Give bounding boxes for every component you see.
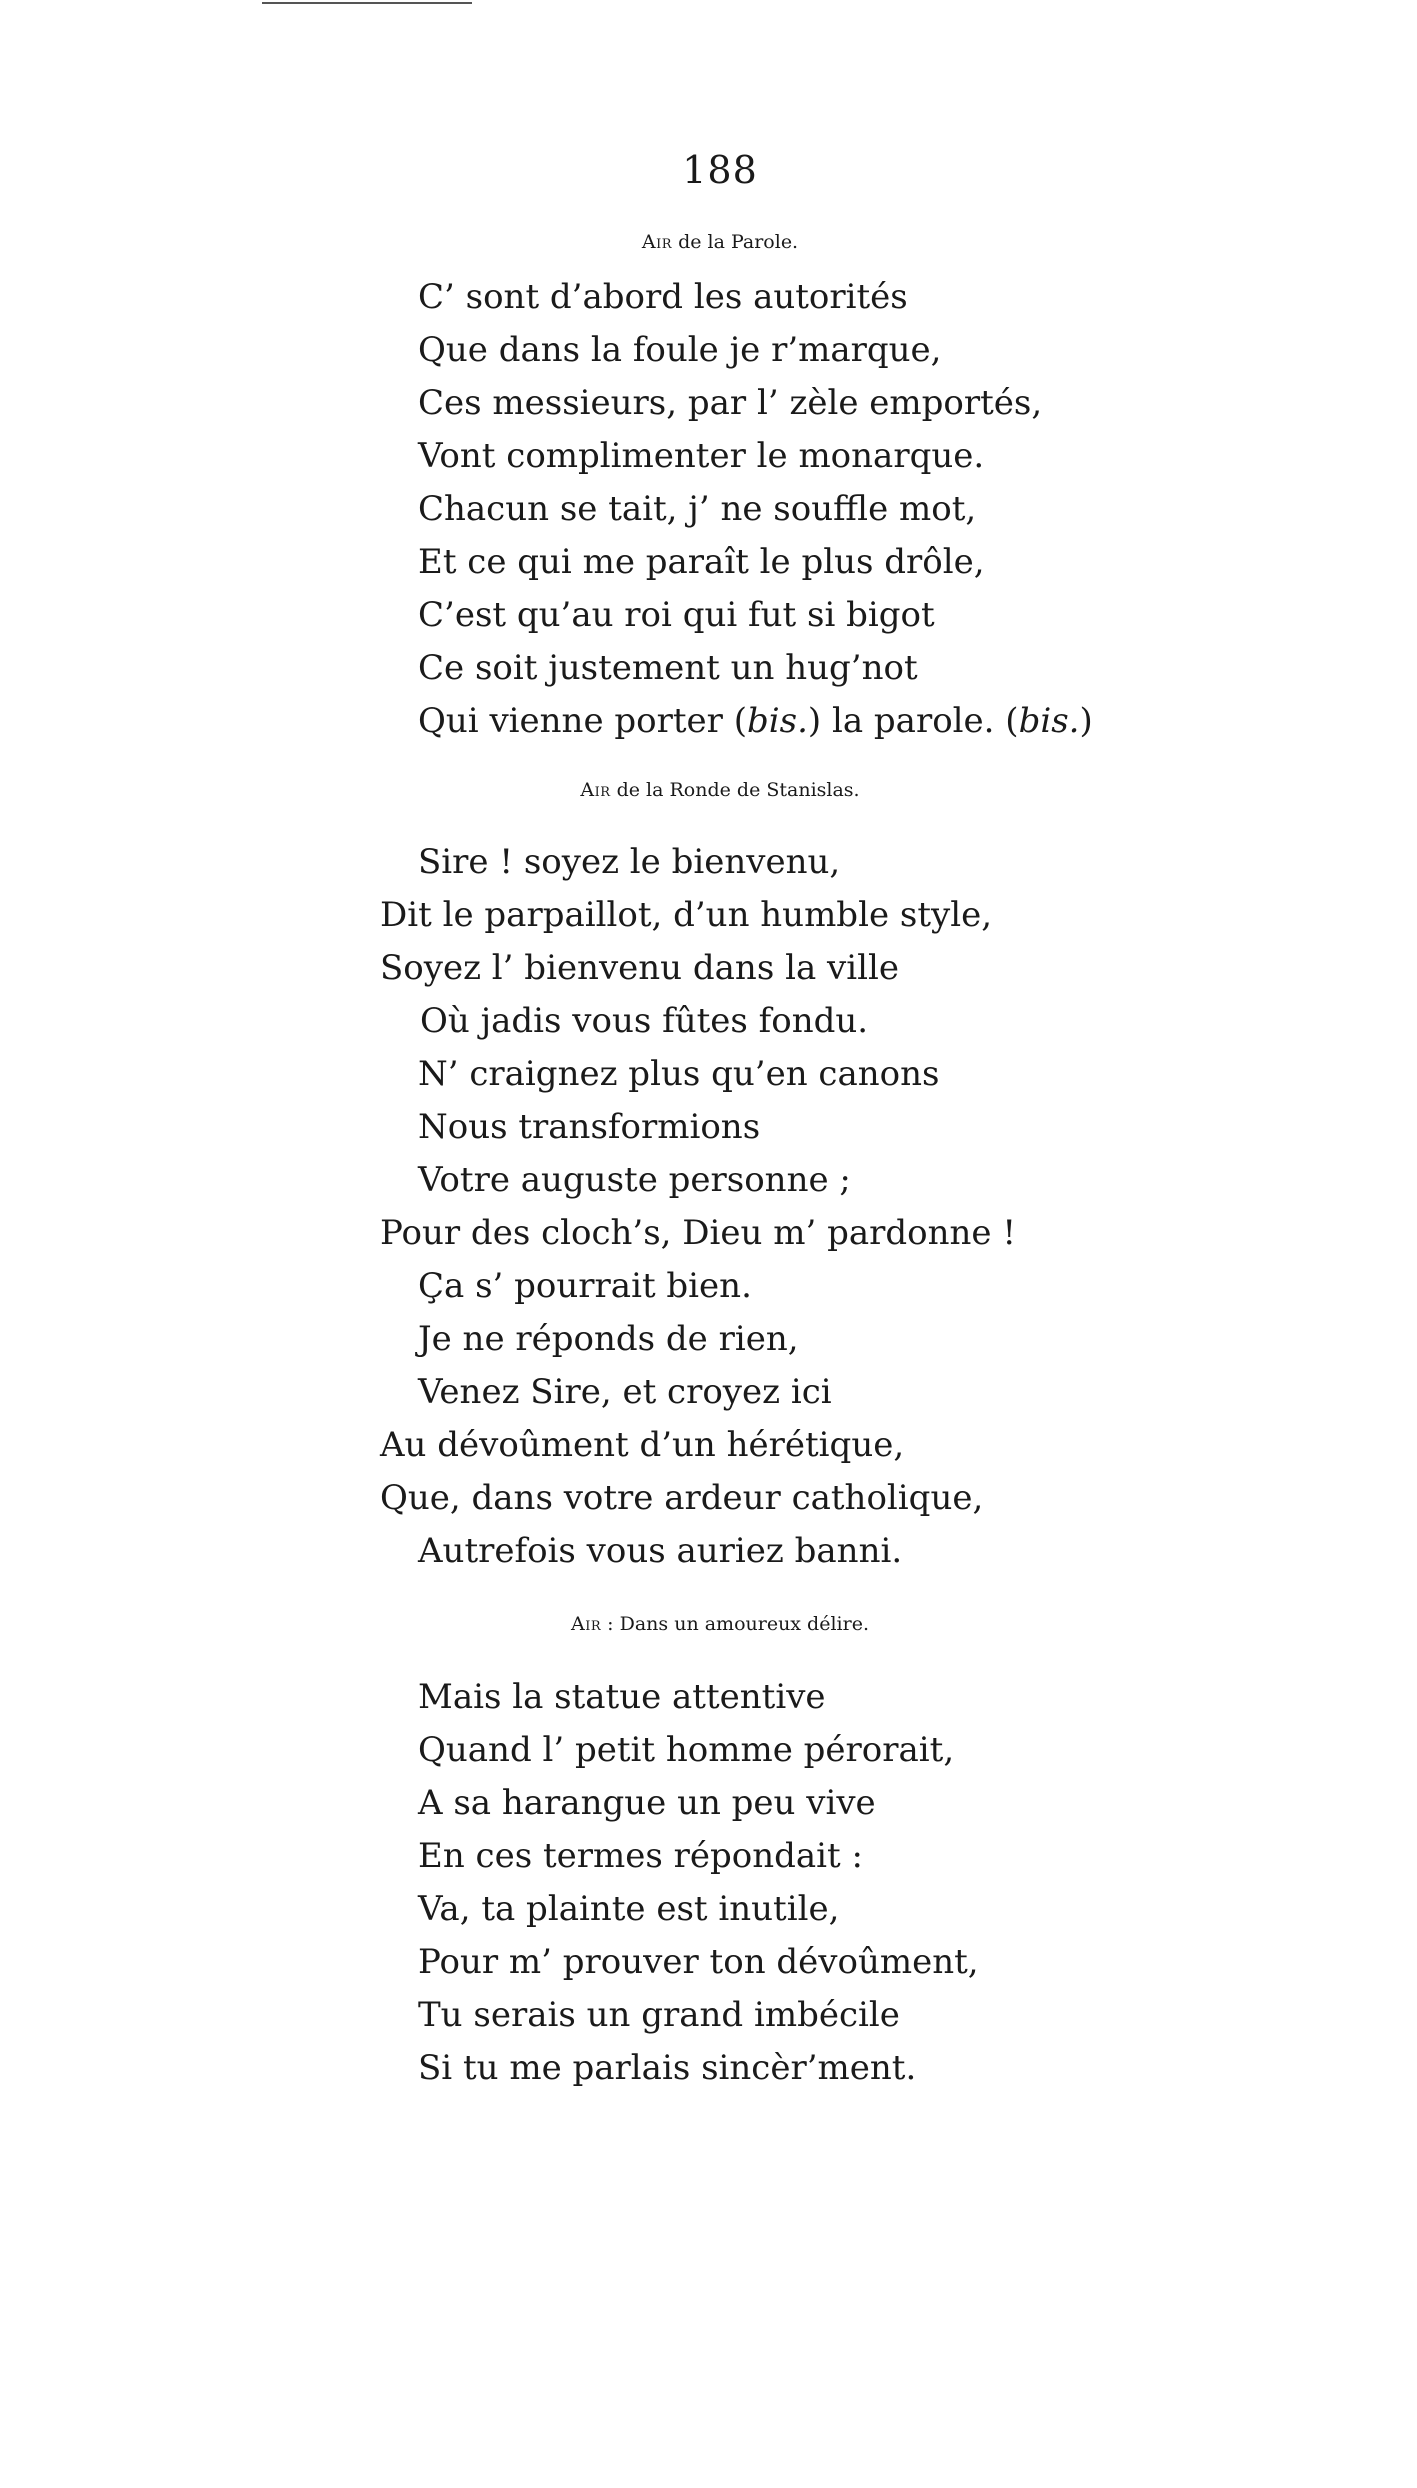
page-number: 188 bbox=[682, 148, 758, 192]
verse-line: Soyez l’ bienvenu dans la ville bbox=[380, 948, 899, 988]
verse-line: Dit le parpaillot, d’un humble style, bbox=[380, 895, 992, 935]
verse-line: Nous transformions bbox=[418, 1107, 761, 1147]
verse-line: Mais la statue attentive bbox=[418, 1677, 826, 1717]
top-rule bbox=[262, 2, 472, 4]
verse-line: Sire ! soyez le bienvenu, bbox=[418, 842, 841, 882]
air-heading-1 bbox=[0, 230, 1417, 254]
air-title: : Dans un amoureux délire. bbox=[601, 1613, 869, 1635]
verse-line: Je ne réponds de rien, bbox=[418, 1319, 799, 1359]
verse-line: Venez Sire, et croyez ici bbox=[418, 1372, 832, 1412]
air-heading-2 bbox=[0, 778, 1417, 802]
verse-line-bis bbox=[418, 701, 1093, 741]
verse-text: Qui vienne porter ( bbox=[418, 701, 747, 741]
verse-line: N’ craignez plus qu’en canons bbox=[418, 1054, 940, 1094]
verse-line: C’est qu’au roi qui fut si bigot bbox=[418, 595, 935, 635]
verse-line: Vont complimenter le monarque. bbox=[418, 436, 985, 476]
verse-line: Au dévoûment d’un hérétique, bbox=[380, 1425, 905, 1465]
verse-line: A sa harangue un peu vive bbox=[418, 1783, 876, 1823]
verse-line: Ça s’ pourrait bien. bbox=[418, 1266, 752, 1306]
verse-line: Ce soit justement un hug’not bbox=[418, 648, 918, 688]
air-title: de la Parole. bbox=[672, 231, 799, 253]
bis-marker: bis. bbox=[1018, 701, 1080, 741]
verse-line: Où jadis vous fûtes fondu. bbox=[420, 1001, 869, 1041]
air-heading-3 bbox=[0, 1612, 1417, 1636]
verse-line: Pour des cloch’s, Dieu m’ pardonne ! bbox=[380, 1213, 1016, 1253]
air-label: Air bbox=[641, 231, 673, 253]
verse-line: C’ sont d’abord les autorités bbox=[418, 277, 908, 317]
air-label: Air bbox=[580, 779, 611, 801]
air-label: Air bbox=[570, 1613, 602, 1635]
verse-line: Va, ta plainte est inutile, bbox=[418, 1889, 840, 1929]
air-title: de la Ronde de Stanislas. bbox=[610, 779, 860, 801]
bis-marker: bis. bbox=[746, 701, 808, 741]
verse-line: Pour m’ prouver ton dévoûment, bbox=[418, 1942, 979, 1982]
verse-text: ) bbox=[1079, 701, 1093, 741]
verse-line: Quand l’ petit homme pérorait, bbox=[418, 1730, 955, 1770]
verse-line: Que dans la foule je r’marque, bbox=[418, 330, 942, 370]
verse-line: Tu serais un grand imbécile bbox=[418, 1995, 900, 2035]
verse-line: Autrefois vous auriez banni. bbox=[418, 1531, 903, 1571]
verse-line: Et ce qui me paraît le plus drôle, bbox=[418, 542, 985, 582]
verse-line: En ces termes répondait : bbox=[418, 1836, 863, 1876]
verse-text: ) la parole. ( bbox=[807, 701, 1019, 741]
verse-line: Si tu me parlais sincèr’ment. bbox=[418, 2048, 917, 2088]
verse-line: Ces messieurs, par l’ zèle emportés, bbox=[418, 383, 1043, 423]
verse-line: Que, dans votre ardeur catholique, bbox=[380, 1478, 984, 1518]
verse-line: Votre auguste personne ; bbox=[418, 1160, 851, 1200]
verse-line: Chacun se tait, j’ ne souffle mot, bbox=[418, 489, 977, 529]
